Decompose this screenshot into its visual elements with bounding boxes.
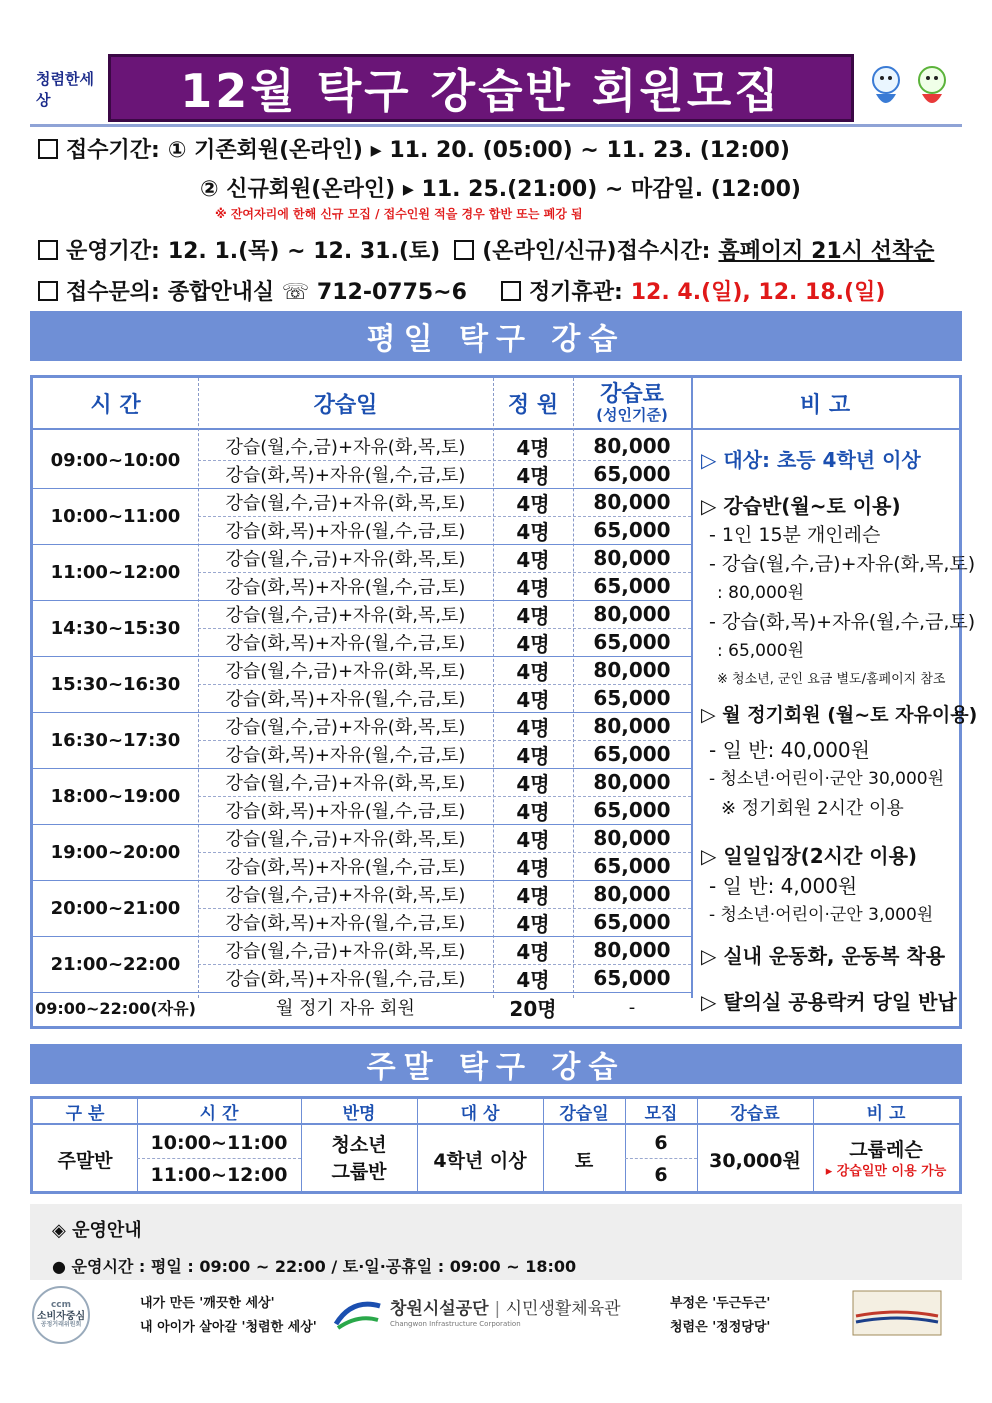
slot-days: 강습(화,목)+자유(월,수,금,토) [225, 913, 466, 934]
slot-days: 강습(월,수,금)+자유(화,목,토) [225, 605, 466, 626]
slot-days: 강습(화,목)+자유(월,수,금,토) [225, 633, 466, 654]
slot-capacity: 4명 [516, 547, 550, 572]
weekday-table [30, 375, 978, 1029]
slot-capacity: 4명 [516, 939, 550, 964]
slot-capacity: 4명 [516, 827, 550, 852]
header-capacity: 정 원 [493, 378, 573, 430]
we-day: 토 [574, 1149, 594, 1172]
remark-class-note: ※ 청소년, 군인 요금 별도/홈페이지 참조 [717, 672, 946, 687]
page-title-text: 12월 탁구 강습반 회원모집 [180, 64, 782, 118]
remark-daily-1: - 일 반: 4,000원 [709, 874, 858, 898]
free-days: 월 정기 자유 회원 [276, 998, 415, 1019]
slot-capacity: 4명 [516, 519, 550, 544]
remark-class-title: ▷ 강습반(월~토 이용) [701, 494, 901, 518]
slot-days: 강습(월,수,금)+자유(화,목,토) [225, 773, 466, 794]
slot-fee: 65,000 [593, 574, 671, 598]
slot-days: 강습(월,수,금)+자유(화,목,토) [225, 493, 466, 514]
we-remark: 그룹레슨 ▸ 강습일만 이용 가능 [825, 1138, 947, 1180]
slot-capacity: 4명 [516, 603, 550, 628]
remark-monthly-1: - 일 반: 40,000원 [709, 738, 870, 762]
checkbox-icon [454, 240, 474, 260]
slot-fee: 65,000 [593, 966, 671, 990]
weekday-section-title: 평일 탁구 강습 [30, 311, 962, 361]
free-capacity: 20명 [509, 996, 557, 1021]
slot-capacity: 4명 [516, 687, 550, 712]
slot-days: 강습(월,수,금)+자유(화,목,토) [225, 549, 466, 570]
slot-capacity: 4명 [516, 911, 550, 936]
slot-time: 21:00~22:00 [50, 953, 181, 975]
slot-capacity: 4명 [516, 715, 550, 740]
remark-class-3: - 강습(화,목)+자유(월,수,금,토) [709, 611, 976, 633]
slot-capacity: 4명 [516, 575, 550, 600]
reception-period-2: ② 신규회원(온라인) ▸ 11. 25.(21:00) ~ 마감일. (12:00) [200, 177, 801, 202]
slot-capacity: 4명 [516, 631, 550, 656]
clean-world-logo [36, 64, 106, 114]
we-header-time: 시 간 [137, 1099, 301, 1125]
slot-capacity: 4명 [516, 435, 550, 460]
slot-fee: 65,000 [593, 686, 671, 710]
remark-daily-title: ▷ 일일입장(2시간 이용) [701, 844, 918, 868]
slot-days: 강습(화,목)+자유(월,수,금,토) [225, 521, 466, 542]
slot-fee: 80,000 [593, 714, 671, 738]
slot-time: 10:00~11:00 [50, 505, 181, 527]
slot-time: 19:00~20:00 [50, 841, 181, 863]
ops-hours: ● 운영시간 : 평일 : 09:00 ~ 22:00 / 토·일·공휴일 : 09:00 ~ 18:00 [52, 1257, 577, 1276]
header-fee: 강습료 (성인기준) [573, 378, 691, 430]
slot-days: 강습(화,목)+자유(월,수,금,토) [225, 969, 466, 990]
header-divider [30, 124, 962, 127]
col-divider [691, 378, 693, 998]
we-header-target: 대 상 [417, 1099, 543, 1125]
motto-1: 부정은 '두근두근' [670, 1296, 771, 1311]
slot-days: 강습(월,수,금)+자유(화,목,토) [225, 885, 466, 906]
certificate-badge-icon [852, 1290, 942, 1336]
checkbox-icon [38, 281, 58, 301]
header-days: 강습일 [198, 378, 493, 430]
slot-capacity: 4명 [516, 659, 550, 684]
we-header-fee: 강습료 [697, 1099, 813, 1125]
we-header-remark: 비 고 [813, 1099, 959, 1125]
we-header-day: 강습일 [543, 1099, 625, 1125]
checkbox-icon [38, 139, 58, 159]
we-header-class: 반명 [301, 1099, 417, 1125]
slot-days: 강습(월,수,금)+자유(화,목,토) [225, 829, 466, 850]
slot-fee: 65,000 [593, 518, 671, 542]
remark-class-2: - 강습(월,수,금)+자유(화,목,토) [709, 553, 976, 575]
header-remark: 비 고 [691, 378, 959, 430]
reception-period-1: 접수기간: ① 기존회원(온라인) ▸ 11. 20. (05:00) ~ 11. 23. (12:00) [38, 133, 790, 164]
header-time: 시 간 [33, 378, 198, 430]
remark-target: ▷ 대상: 초등 4학년 이상 [701, 448, 921, 472]
remark-daily-2: - 청소년·어린이·군안 3,000원 [709, 905, 934, 925]
slot-capacity: 4명 [516, 855, 550, 880]
we-class-name: 청소년 그룹반 [331, 1134, 387, 1183]
ccm-logo: ccm 소비자중심 공정거래위원회 [32, 1286, 90, 1344]
slot-days: 강습(월,수,금)+자유(화,목,토) [225, 437, 466, 458]
logo-text: 청렴한세상 [36, 70, 94, 109]
remark-class-3-fee: : 65,000원 [717, 641, 805, 661]
weekend-table [30, 1096, 962, 1194]
slot-days: 강습(월,수,금)+자유(화,목,토) [225, 941, 466, 962]
slot-days: 강습(화,목)+자유(월,수,금,토) [225, 577, 466, 598]
slot-time: 16:30~17:30 [50, 729, 181, 751]
we-time-2: 11:00~12:00 [150, 1164, 288, 1186]
slot-days: 강습(화,목)+자유(월,수,금,토) [225, 465, 466, 486]
row-divider [198, 964, 691, 965]
remark-shoes: ▷ 실내 운동화, 운동복 착용 [701, 944, 946, 968]
slot-time: 09:00~10:00 [50, 449, 181, 471]
slot-days: 강습(화,목)+자유(월,수,금,토) [225, 745, 466, 766]
row-divider [198, 796, 691, 797]
footer [30, 1282, 962, 1346]
slot-capacity: 4명 [516, 771, 550, 796]
slot-fee: 80,000 [593, 602, 671, 626]
row-divider [198, 908, 691, 909]
we-recruit-2: 6 [654, 1164, 668, 1186]
slot-time: 15:30~16:30 [50, 673, 181, 695]
checkbox-icon [38, 240, 58, 260]
slot-fee: 80,000 [593, 882, 671, 906]
slot-fee: 80,000 [593, 434, 671, 458]
row-divider [198, 516, 691, 517]
slot-fee: 65,000 [593, 462, 671, 486]
we-target: 4학년 이상 [433, 1149, 527, 1172]
slot-fee: 65,000 [593, 630, 671, 654]
slot-time: 18:00~19:00 [50, 785, 181, 807]
operation-period: 운영기간: 12. 1.(목) ~ 12. 31.(토) (온라인/신규)접수시간: 홈페이지 21시 선착순 [38, 234, 934, 265]
checkbox-icon [501, 281, 521, 301]
row-divider [198, 460, 691, 461]
slot-days: 강습(화,목)+자유(월,수,금,토) [225, 857, 466, 878]
slot-fee: 80,000 [593, 770, 671, 794]
slot-fee: 65,000 [593, 798, 671, 822]
row-divider [198, 572, 691, 573]
row-divider [198, 628, 691, 629]
slot-fee: 80,000 [593, 658, 671, 682]
remark-class-2-fee: : 80,000원 [717, 583, 805, 603]
slot-fee: 65,000 [593, 854, 671, 878]
we-time-1: 10:00~11:00 [150, 1131, 288, 1154]
we-header-category: 구 분 [33, 1099, 137, 1125]
slot-fee: 80,000 [593, 546, 671, 570]
free-fee: - [628, 996, 636, 1018]
org-name: 창원시설공단 | 시민생활체육관 [390, 1299, 621, 1319]
row-divider [198, 740, 691, 741]
we-header-recruit: 모집 [625, 1099, 697, 1125]
slot-capacity: 4명 [516, 463, 550, 488]
slot-capacity: 4명 [516, 743, 550, 768]
slot-fee: 65,000 [593, 910, 671, 934]
operations-info [30, 1204, 962, 1280]
slot-fee: 80,000 [593, 826, 671, 850]
slot-fee: 65,000 [593, 742, 671, 766]
slogan-1: 내가 만든 '깨끗한 세상' [140, 1296, 275, 1311]
free-time: 09:00~22:00(자유) [35, 998, 196, 1018]
org-en: Changwon Infrastructure Corporation [390, 1320, 521, 1328]
slot-fee: 80,000 [593, 938, 671, 962]
page-title [108, 54, 854, 122]
slot-time: 20:00~21:00 [50, 897, 181, 919]
row-divider [198, 684, 691, 685]
slot-capacity: 4명 [516, 491, 550, 516]
remark-monthly-title: ▷ 월 정기회원 (월~토 자유이용) [701, 704, 978, 726]
inquiry-line: 접수문의: 종합안내실 ☏ 712-0775~6 정기휴관: 12. 4.(일), 12. 18.(일) [38, 275, 885, 306]
changwon-logo-icon [332, 1294, 384, 1334]
we-fee: 30,000원 [709, 1149, 801, 1172]
reception-note: ※ 잔여자리에 한해 신규 모집 / 접수인원 적을 경우 합반 또는 폐강 됨 [215, 207, 583, 221]
slot-capacity: 4명 [516, 883, 550, 908]
motto-2: 청렴은 '정정당당' [670, 1320, 771, 1335]
slot-days: 강습(화,목)+자유(월,수,금,토) [225, 689, 466, 710]
slogan-2: 내 아이가 살아갈 '청렴한 세상' [140, 1320, 317, 1335]
weekend-section-title: 주말 탁구 강습 [30, 1044, 962, 1084]
we-category: 주말반 [57, 1149, 113, 1172]
remark-monthly-note: ※ 정기회원 2시간 이용 [721, 798, 904, 819]
ops-title: ◈ 운영안내 [52, 1220, 142, 1241]
row-divider [198, 852, 691, 853]
remark-locker: ▷ 탈의실 공용락커 당일 반납 [701, 990, 957, 1014]
closed-days: 12. 4.(일), 12. 18.(일) [630, 280, 886, 305]
slot-time: 11:00~12:00 [50, 561, 181, 583]
slot-capacity: 4명 [516, 967, 550, 992]
remark-monthly-2: - 청소년·어린이·군안 30,000원 [709, 769, 945, 789]
slot-fee: 80,000 [593, 490, 671, 514]
slot-days: 강습(화,목)+자유(월,수,금,토) [225, 801, 466, 822]
mascot-icon [862, 60, 956, 116]
we-recruit-1: 6 [654, 1131, 668, 1154]
slot-days: 강습(월,수,금)+자유(화,목,토) [225, 717, 466, 738]
slot-capacity: 4명 [516, 799, 550, 824]
remark-class-1: - 1인 15분 개인레슨 [709, 524, 881, 546]
slot-time: 14:30~15:30 [50, 617, 181, 639]
slot-days: 강습(월,수,금)+자유(화,목,토) [225, 661, 466, 682]
